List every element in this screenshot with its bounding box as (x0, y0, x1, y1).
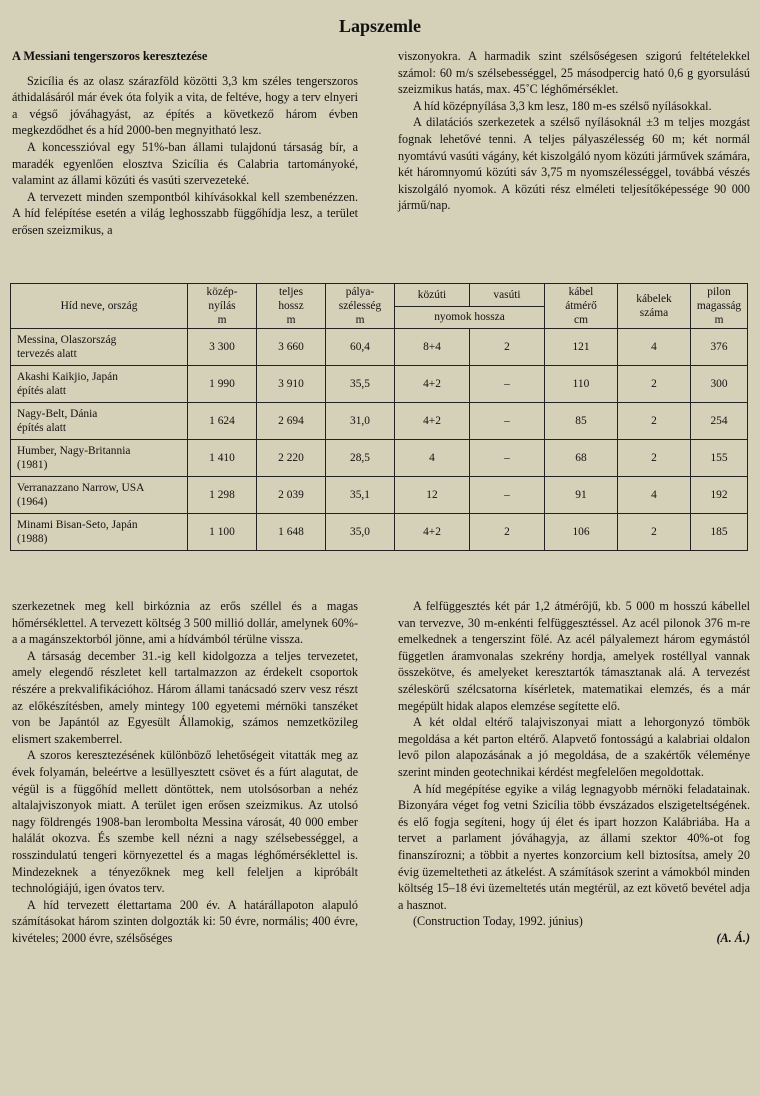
header-span: közép- nyílás m (188, 284, 257, 329)
cell-rail: 2 (470, 514, 545, 551)
column-3 (12, 598, 358, 946)
header-lanes: nyomok hossza (395, 306, 545, 329)
cell-length: 2 694 (257, 403, 326, 440)
header-rail: vasúti (470, 284, 545, 307)
page-title: Lapszemle (339, 16, 421, 36)
cell-name: Verranazzano Narrow, USA (1964) (11, 477, 188, 514)
cell-rail: – (470, 440, 545, 477)
cell-name: Nagy-Belt, Dánia építés alatt (11, 403, 188, 440)
cell-span: 1 624 (188, 403, 257, 440)
cell-cable: 68 (545, 440, 618, 477)
cell-cables: 2 (618, 403, 691, 440)
cell-road: 4 (395, 440, 470, 477)
header-cables: kábelek száma (618, 284, 691, 329)
cell-pylon: 300 (691, 366, 748, 403)
cell-name: Humber, Nagy-Britannia (1981) (11, 440, 188, 477)
header-pylon: pilon magasság m (691, 284, 748, 329)
cell-length: 1 648 (257, 514, 326, 551)
cell-cable: 91 (545, 477, 618, 514)
paragraph: szerkezetnek meg kell birkóznia az erős széllel és a magas hőmérséklettel. A tervezett költség 3 500 millió dollár, amelynek 60%-a a magánszektorból jönne, ami a hídvámból térülne vissza. (12, 599, 358, 647)
cell-span: 1 100 (188, 514, 257, 551)
cell-span: 3 300 (188, 329, 257, 366)
cell-rail: 2 (470, 329, 545, 366)
cell-cable: 85 (545, 403, 618, 440)
cell-length: 2 220 (257, 440, 326, 477)
cell-length: 2 039 (257, 477, 326, 514)
source-citation: (Construction Today, 1992. június) (413, 914, 583, 929)
paragraph: A híd középnyílása 3,3 km lesz, 180 m-es szélső nyílásokkal. (413, 98, 712, 113)
cell-cables: 2 (618, 514, 691, 551)
cell-width: 35,0 (326, 514, 395, 551)
paragraph: A dilatációs szerkezetek a szélső nyílásoknál ±3 m teljes mozgást fognak lehetővé tenni. A teljes pályaszélesség 60 m; két normál nyomtávú vasúti vágány, két kiszolgáló nyom közúti járművek számára, két háromnyomú közúti sáv 3,75 m nyomszélességgel, továbbá vészés kiszolgáló nyomok. A közúti rész elméleti teljesítőképessége 90 000 jármű/nap. (398, 115, 750, 213)
cell-road: 4+2 (395, 366, 470, 403)
cell-name: Akashi Kaikjio, Japán építés alatt (11, 366, 188, 403)
cell-width: 35,5 (326, 366, 395, 403)
cell-cables: 2 (618, 366, 691, 403)
header-length: teljes hossz m (257, 284, 326, 329)
cell-width: 28,5 (326, 440, 395, 477)
table-row (11, 366, 748, 403)
header-name: Híd neve, ország (11, 284, 188, 329)
header-cable: kábel átmérő cm (545, 284, 618, 329)
cell-name: Minami Bisan-Seto, Japán (1988) (11, 514, 188, 551)
paragraph: A híd tervezett élettartama 200 év. A határállapoton alapuló számításokat három szinten dolgozták ki: 50 évre, normális; 400 évre, kivételes; 2000 évre, szélsőséges (12, 897, 358, 945)
cell-rail: – (470, 403, 545, 440)
cell-length: 3 910 (257, 366, 326, 403)
cell-span: 1 298 (188, 477, 257, 514)
cell-cable: 106 (545, 514, 618, 551)
cell-pylon: 254 (691, 403, 748, 440)
table-row (11, 329, 748, 366)
cell-width: 35,1 (326, 477, 395, 514)
cell-rail: – (470, 366, 545, 403)
table-row (11, 477, 748, 514)
paragraph: A társaság december 31.-ig kell kidolgozza a teljes tervezetet, amely elegendő részletet kell tartalmazzon az érdekelt csoportok részére a prekvalifikációhoz. Három állami tanácsadó szerv vesz részt az előkészítésben, amely mintegy 100 egyetemi mérnöki tanszéket von be Japántól az Egyesült Államokig, számos nemzetközileg elismert szakemberrel. (12, 648, 358, 746)
cell-pylon: 155 (691, 440, 748, 477)
cell-road: 12 (395, 477, 470, 514)
cell-pylon: 185 (691, 514, 748, 551)
table-row (11, 440, 748, 477)
header-road: közúti (395, 284, 470, 307)
cell-span: 1 410 (188, 440, 257, 477)
article-heading: A Messiani tengerszoros keresztezése (12, 49, 208, 63)
cell-cable: 121 (545, 329, 618, 366)
cell-road: 4+2 (395, 514, 470, 551)
cell-cable: 110 (545, 366, 618, 403)
paragraph: A tervezett minden szempontból kihívásokkal kell szembenézzen. A híd felépítése esetén a világ leghosszabb függőhídja lesz, a terület erősen szeizmikus, a (12, 189, 358, 237)
paragraph: A szoros keresztezésének különböző lehetőségeit vitatták meg az évek folyamán, beleértve a lesüllyesztett csövet és a fúrt alagutat, de végül is a függőhíd mellett döntöttek, nem utolsósorban a nehéz altalajviszonyok miatt. A terület igen erősen szeizmikus. Az utolsó nagy földrengés 1908-ban lerombolta Messina városát, 40 000 ember halálát okozva. És szembe kell nézni a nagy szélsebességgel, a rosszindulatú tengeri környezettel és a magas léghőmérséklettel is. Mindezeknek a tényezőknek meg kell feleljen a kipróbált technológiájú, igen óvatos terv. (12, 748, 358, 896)
cell-pylon: 192 (691, 477, 748, 514)
paragraph: A koncesszióval egy 51%-ban állami tulajdonú társaság bír, a maradék egyenlően elosztva Szicília és Calabria tartományoké, valamint az állami közúti és vasúti szervezeteké. (12, 139, 358, 188)
bridge-table (10, 283, 748, 551)
paragraph: Szicília és az olasz szárazföld közötti 3,3 km széles tengerszoros áthidalásáról már évek óta folyik a vita, de feltéve, hogy a terv elnyeri a végső jóváhagyást, az építés a következő három évben megkezdődhet és a híd 2000-ben megnyitható lesz. (12, 73, 358, 138)
cell-width: 31,0 (326, 403, 395, 440)
cell-span: 1 990 (188, 366, 257, 403)
paragraph: A felfüggesztés két pár 1,2 átmérőjű, kb. 5 000 m hosszú kábellel van tervezve, 30 m-enkénti felfüggesztéssel. Az acél pilonok 376 m-re emelkednek a tengerszint fölé. Az acél pályalemezt három egymástól független áramvonalas szekrény hordja, amelyek rostéllyal vannak összekötve, és amelyeket keresztartók támasztanak alá. A tervezést széleskörű szélcsatorna kísérletek, matematikai elemzés, és a már megépült hidak alapos elemzése segítette elő. (398, 599, 750, 713)
table-row (11, 403, 748, 440)
cell-length: 3 660 (257, 329, 326, 366)
paragraph: A híd megépítése egyike a világ legnagyobb mérnöki feladatainak. Bizonyára véget fog vetni Szicília több évszázados elszigeteltségének. és elő fogja segíteni, hogy új élet és ipart hozzon Kalábriába. Ha a tervet a parlament jóváhagyja, az állami szektor 40%-ot fog finanszírozni; a többit a nyertes konzorcium kell biztosítsa, amely 20 évig üzemeltetheti az átkelést. A számítások szerint a vámokból minden költség 15–18 évi üzemeltetés után megtérül, az ezt követő bevétel adja a hasznot. (398, 781, 750, 912)
paragraph: A két oldal eltérő talajviszonyai miatt a lehorgonyzó tömbök megoldása a két parton eltérő. Alapvető fontosságú a kalabriai oldalon levő pilon alapozásának a jó megoldása, de a szakértők véleménye szerint minden geotechnikai kérdést megfelelően megoldottak. (398, 715, 750, 779)
cell-name: Messina, Olaszország tervezés alatt (11, 329, 188, 366)
table-row (11, 514, 748, 551)
cell-cables: 4 (618, 329, 691, 366)
cell-road: 8+4 (395, 329, 470, 366)
header-width: pálya- szélesség m (326, 284, 395, 329)
column-2 (398, 48, 750, 214)
cell-cables: 2 (618, 440, 691, 477)
paragraph: viszonyokra. A harmadik szint szélsőségesen szigorú feltételekkel számol: 60 m/s szélsebességgel, 25 másodpercig ható 0,6 g gyorsulású szeizmikus hatás, max. 45˚C léghőmérséklet. (398, 49, 750, 97)
author-signature: (A. Á.) (716, 930, 750, 945)
column-1 (12, 48, 358, 239)
cell-pylon: 376 (691, 329, 748, 366)
cell-road: 4+2 (395, 403, 470, 440)
column-4 (398, 598, 750, 946)
cell-width: 60,4 (326, 329, 395, 366)
cell-rail: – (470, 477, 545, 514)
cell-cables: 4 (618, 477, 691, 514)
